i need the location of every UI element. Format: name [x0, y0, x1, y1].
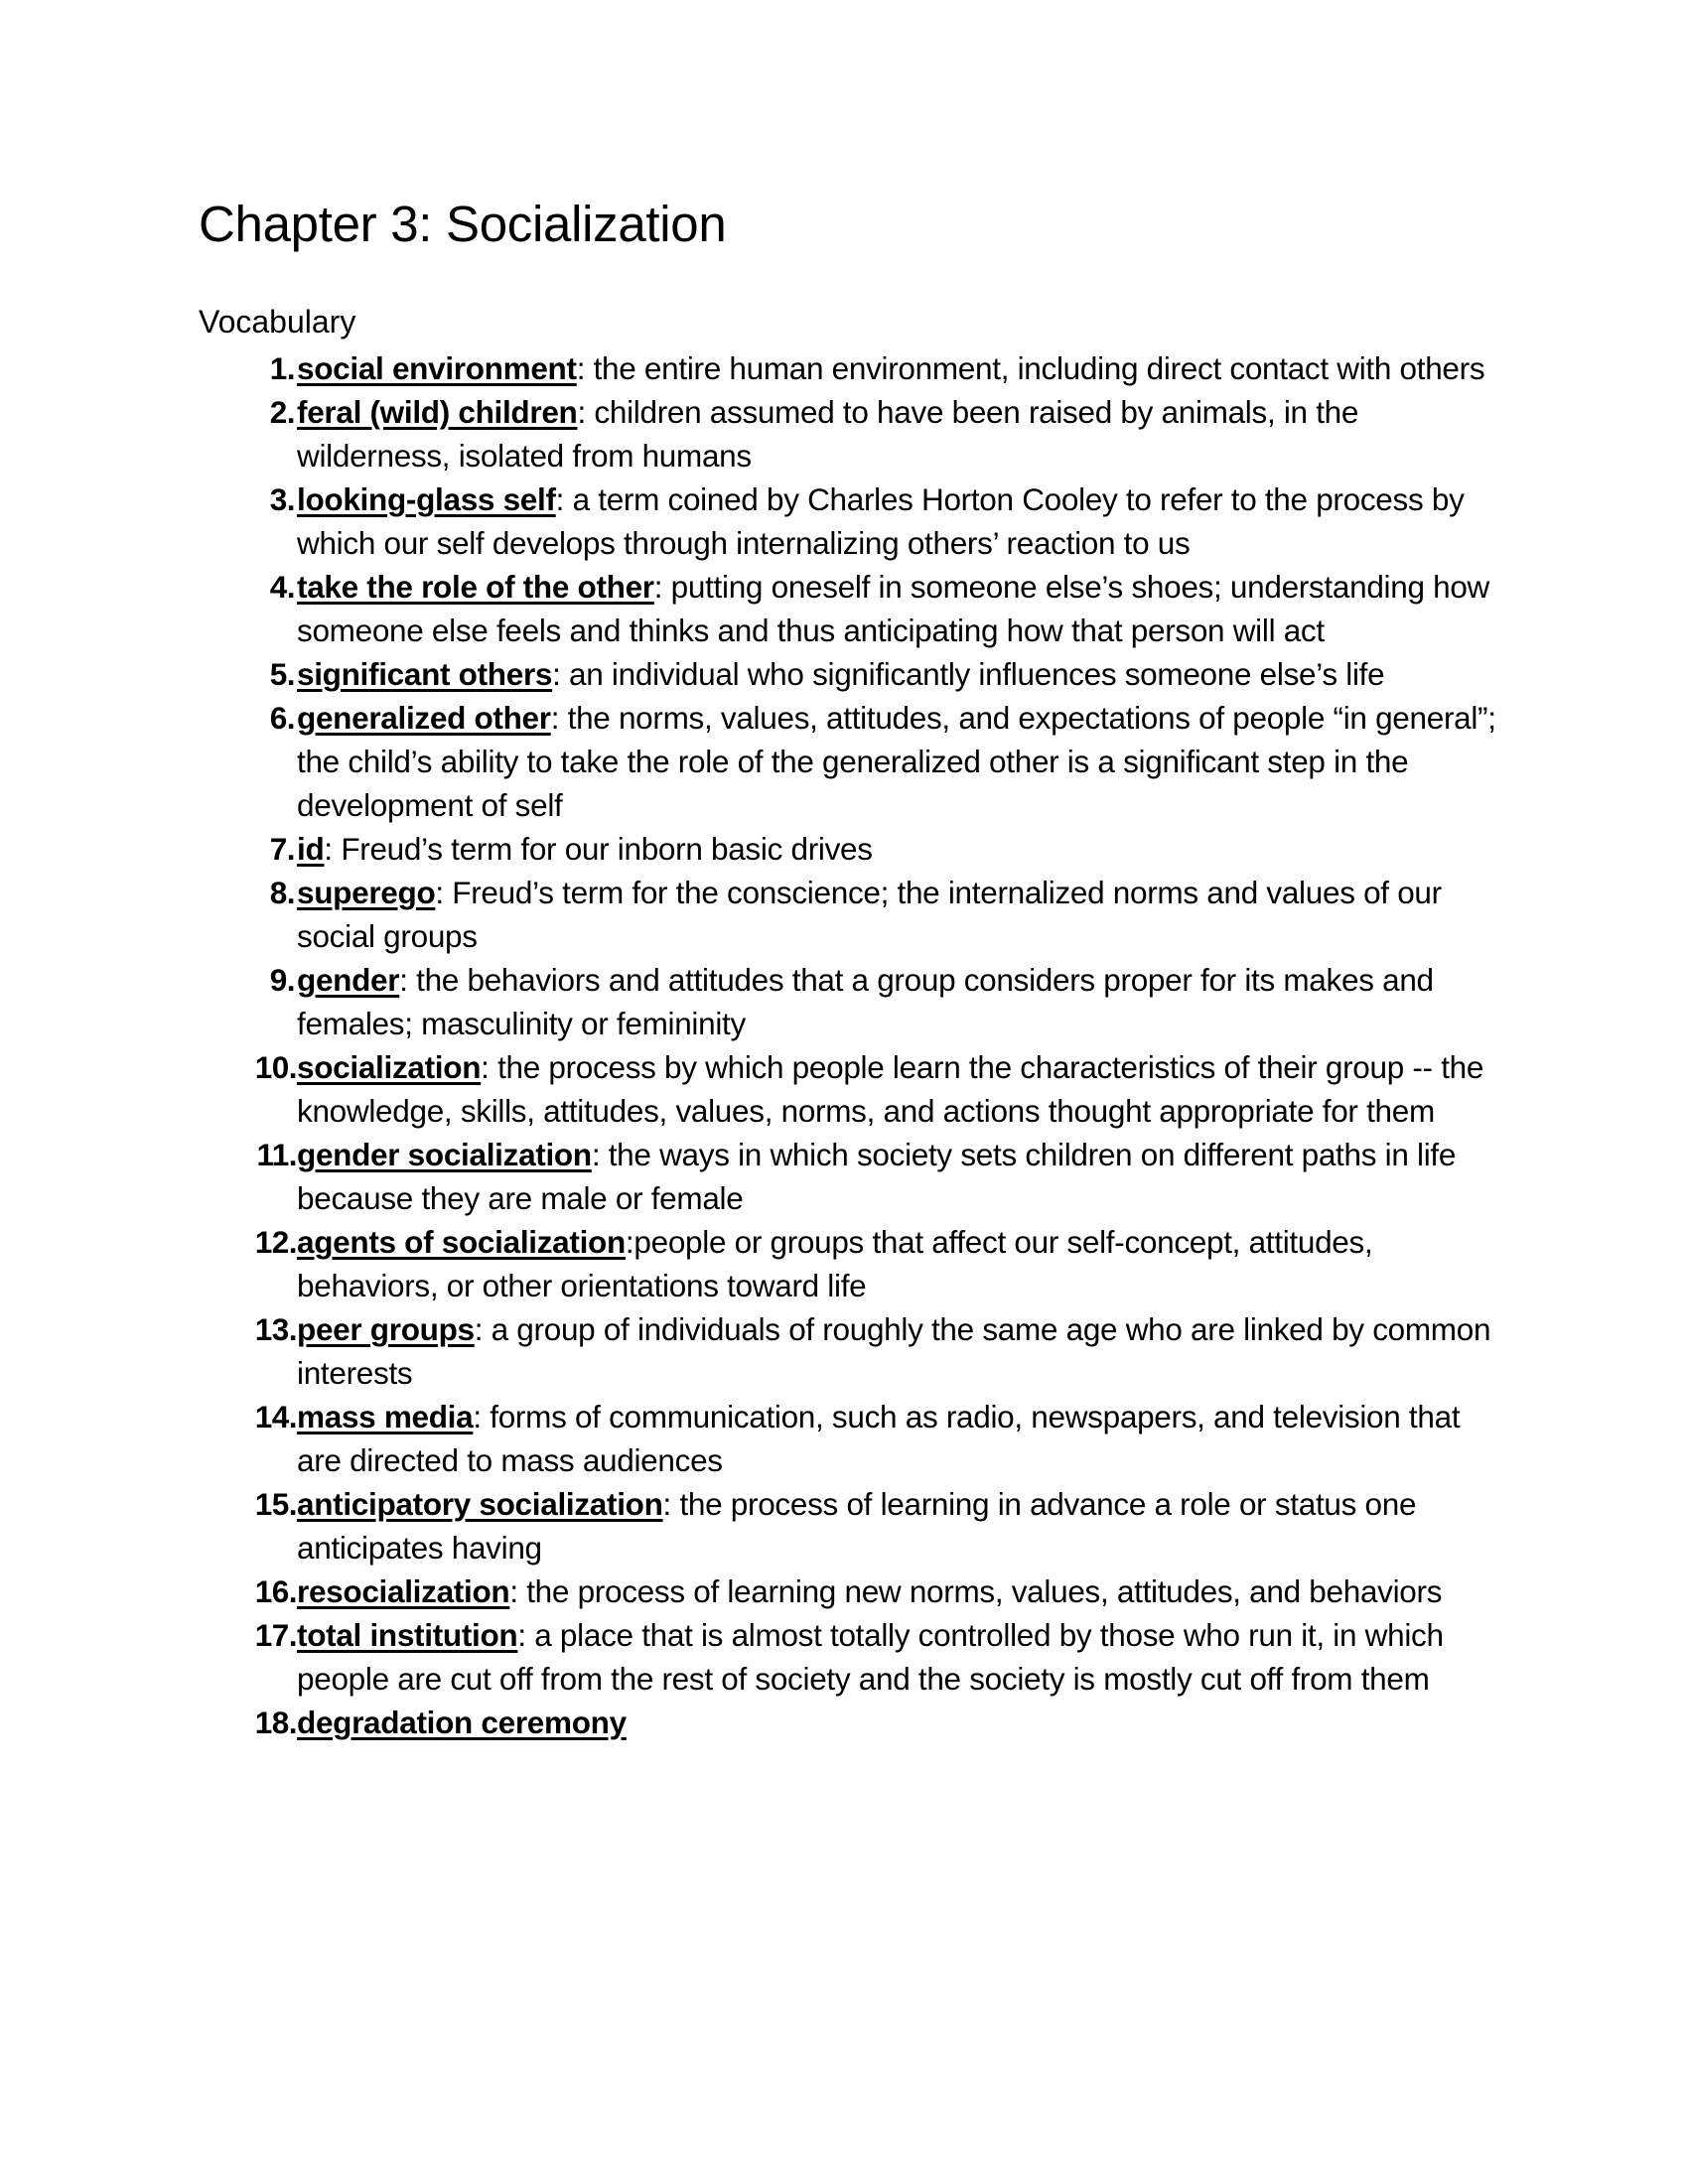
- separator: :: [576, 350, 594, 386]
- vocab-item-6: [0, 696, 1509, 827]
- vocab-item-4: [0, 565, 1509, 652]
- vocab-definition: the entire human environment, including direct contact with others: [593, 350, 1485, 386]
- separator: :: [555, 481, 573, 517]
- vocab-item-10: [0, 1045, 1509, 1133]
- separator: :: [517, 1617, 535, 1653]
- vocab-item-17: [0, 1613, 1509, 1701]
- item-number: 6.: [269, 700, 295, 736]
- vocab-definition: children assumed to have been raised by animals, in the wilderness, isolated from humans: [297, 394, 1359, 474]
- item-number: 1.: [269, 350, 295, 386]
- vocab-definition: the norms, values, attitudes, and expectations of people “in general”; the child’s ability to take the role of the generalized other is a significant step in the development of self: [297, 700, 1496, 823]
- separator: :: [509, 1573, 527, 1609]
- vocab-item-8: [0, 871, 1509, 958]
- section-label-vocabulary: Vocabulary: [199, 304, 356, 340]
- separator: :: [577, 394, 595, 430]
- vocab-definition: the process by which people learn the characteristics of their group -- the knowledge, skills, attitudes, values, norms, and actions thought appropriate for them: [297, 1049, 1484, 1129]
- separator: :: [481, 1049, 498, 1085]
- item-number: 4.: [269, 569, 295, 605]
- separator: :: [550, 700, 568, 736]
- vocab-item-2: [0, 390, 1509, 478]
- item-number: 18.: [254, 1705, 297, 1740]
- vocab-item-12: [0, 1220, 1509, 1307]
- separator: :: [662, 1486, 680, 1522]
- item-number: 12.: [254, 1224, 297, 1260]
- vocab-item-7: [0, 827, 1509, 871]
- item-number: 5.: [269, 656, 295, 692]
- vocab-term: superego: [297, 875, 436, 910]
- vocab-item-18: [0, 1701, 1509, 1744]
- vocab-term: socialization: [297, 1049, 482, 1085]
- vocab-definition: a term coined by Charles Horton Cooley to refer to the process by which our self develops through internalizing others’ reaction to us: [297, 481, 1465, 561]
- vocab-term: looking-glass self: [297, 481, 556, 517]
- separator: :: [473, 1399, 491, 1434]
- item-number: 3.: [269, 481, 295, 517]
- vocab-item-9: [0, 958, 1509, 1045]
- separator: :: [591, 1137, 609, 1172]
- vocab-item-16: [0, 1570, 1509, 1613]
- item-number: 13.: [254, 1311, 297, 1347]
- vocab-definition: forms of communication, such as radio, newspapers, and television that are directed to mass audiences: [297, 1399, 1461, 1478]
- vocab-definition: putting oneself in someone else’s shoes; understanding how someone else feels and thinks and thus anticipating how that person will act: [297, 569, 1490, 648]
- vocab-item-13: [0, 1307, 1509, 1395]
- item-number: 16.: [254, 1573, 297, 1609]
- vocab-definition: the process of learning in advance a role or status one anticipates having: [297, 1486, 1417, 1566]
- item-number: 11.: [256, 1137, 297, 1172]
- vocab-definition: a place that is almost totally controlled by those who run it, in which people are cut off from the rest of society and the society is mostly cut off from them: [297, 1617, 1444, 1697]
- vocab-term: mass media: [297, 1399, 474, 1434]
- item-number: 14.: [254, 1399, 297, 1434]
- vocab-term: anticipatory socialization: [297, 1486, 663, 1522]
- page-title: Chapter 3: Socialization: [199, 196, 727, 252]
- vocab-item-5: [0, 652, 1509, 696]
- item-number: 8.: [269, 875, 295, 910]
- item-number: 2.: [269, 394, 295, 430]
- vocab-definition: people or groups that affect our self-concept, attitudes, behaviors, or other orientations toward life: [297, 1224, 1373, 1303]
- vocab-term: gender socialization: [297, 1137, 592, 1172]
- separator: :: [474, 1311, 492, 1347]
- separator: :: [399, 962, 417, 998]
- vocabulary-list: [0, 346, 1509, 1744]
- separator: :: [625, 1224, 634, 1260]
- vocab-definition: a group of individuals of roughly the same age who are linked by common interests: [297, 1311, 1491, 1391]
- vocab-term: id: [297, 831, 325, 867]
- vocab-definition: the process of learning new norms, values, attitudes, and behaviors: [526, 1573, 1443, 1609]
- separator: :: [552, 656, 570, 692]
- vocab-definition: the ways in which society sets children on different paths in life because they are male or female: [297, 1137, 1457, 1216]
- vocab-term: peer groups: [297, 1311, 475, 1347]
- vocab-term: resocialization: [297, 1573, 510, 1609]
- vocab-term: take the role of the other: [297, 569, 654, 605]
- item-number: 9.: [269, 962, 295, 998]
- vocab-term: agents of socialization: [297, 1224, 626, 1260]
- separator: :: [435, 875, 453, 910]
- vocab-term: gender: [297, 962, 400, 998]
- item-number: 15.: [254, 1486, 297, 1522]
- item-number: 7.: [269, 831, 295, 867]
- vocab-item-15: [0, 1482, 1509, 1570]
- vocab-definition: an individual who significantly influences someone else’s life: [569, 656, 1385, 692]
- vocab-item-3: [0, 478, 1509, 565]
- vocab-definition: the behaviors and attitudes that a group considers proper for its makes and females; masculinity or femininity: [297, 962, 1434, 1041]
- vocab-definition: Freud’s term for the conscience; the internalized norms and values of our social groups: [297, 875, 1442, 954]
- vocab-term: total institution: [297, 1617, 518, 1653]
- vocab-term: significant others: [297, 656, 553, 692]
- item-number: 17.: [254, 1617, 297, 1653]
- vocab-term: degradation ceremony: [297, 1705, 627, 1740]
- vocab-term: feral (wild) children: [297, 394, 578, 430]
- separator: :: [653, 569, 671, 605]
- item-number: 10.: [254, 1049, 297, 1085]
- vocab-item-11: [0, 1133, 1509, 1220]
- vocab-item-1: [0, 346, 1509, 390]
- vocab-term: social environment: [297, 350, 577, 386]
- separator: :: [324, 831, 342, 867]
- vocab-definition: Freud’s term for our inborn basic drives: [341, 831, 873, 867]
- vocab-term: generalized other: [297, 700, 551, 736]
- vocab-item-14: [0, 1395, 1509, 1482]
